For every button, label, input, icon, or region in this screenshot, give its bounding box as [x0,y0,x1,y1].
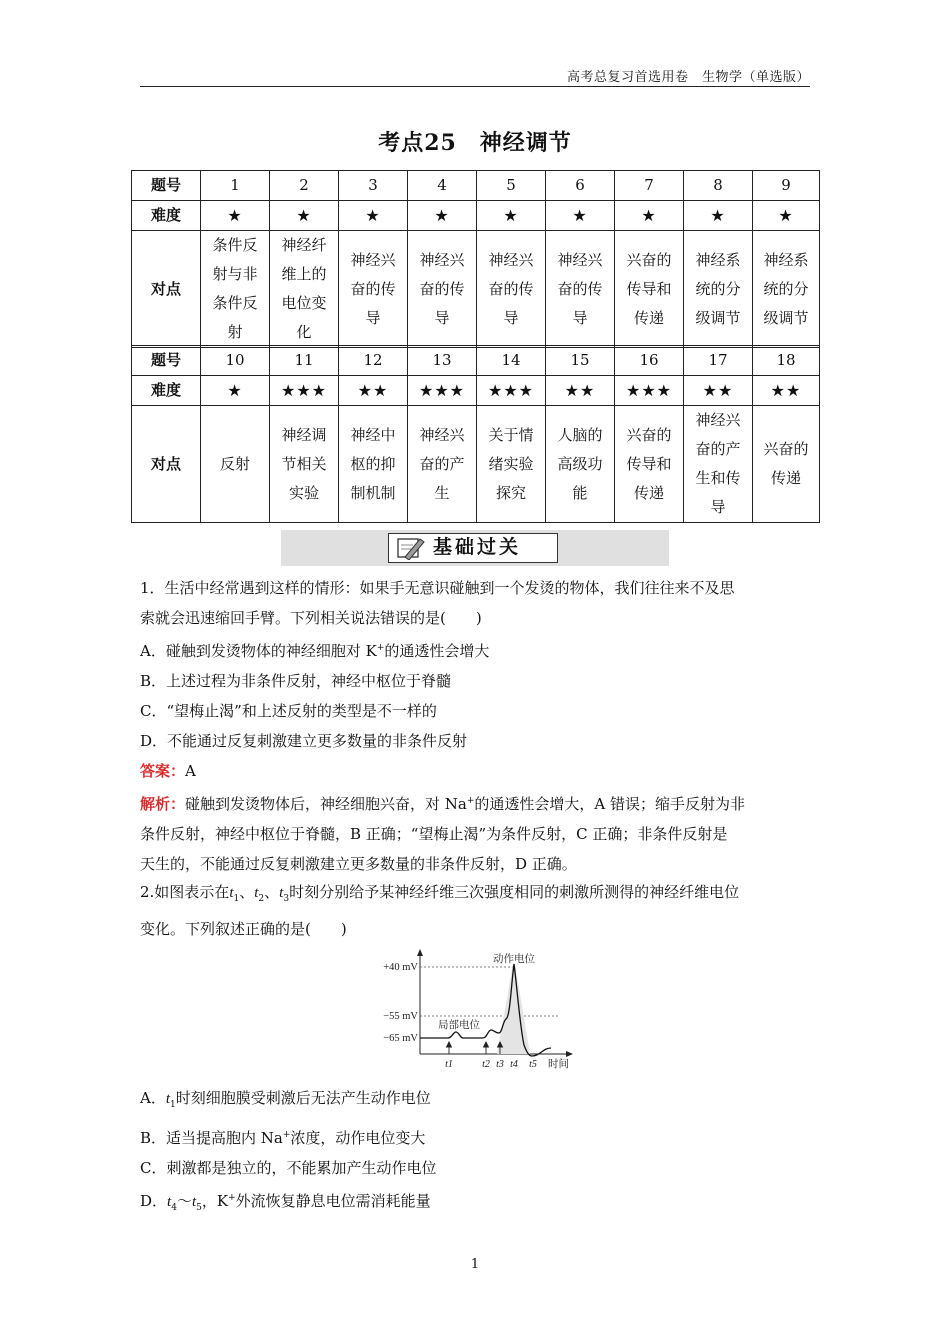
subscript: 5 [196,1203,202,1213]
question-number: 17 [684,346,753,376]
superscript: + [376,643,385,653]
difficulty-stars: ★★ [546,376,615,406]
subscript: 3 [283,894,290,904]
topic-line: 神经系 [695,250,741,269]
topic-line: 奋的传 [350,279,396,298]
topic-line: 传递 [633,308,664,327]
question-number: 9 [753,171,820,201]
difficulty-stars: ★ [684,201,753,231]
running-header: 高考总复习首选用卷 生物学（单选版） [566,70,810,85]
superscript: + [282,1130,291,1140]
topic-line: 关于情 [488,425,534,444]
table-row [132,376,820,406]
y-label-minus65: −65 mV [383,1033,418,1044]
topic-cell [201,231,270,348]
topic-cell [753,231,820,348]
arrowhead [484,1042,489,1047]
q1-explanation-line: 天生的，不能通过反复刺激建立更多数量的非条件反射，D 正确。 [140,855,577,873]
topic-cell [546,231,615,348]
difficulty-stars: ★★★ [270,376,339,406]
topic-cell [615,406,684,523]
row-label: 对点 [132,406,201,523]
topic-line: 人脑的 [557,425,603,444]
q1-option-c: C．“望梅止渴”和上述反射的类型是不一样的 [140,702,437,720]
topic-line: 神经中 [350,425,396,444]
topic-line: 高级功 [557,454,603,473]
tick-label-t2: t2 [482,1059,490,1070]
topic-line: 奋的产 [695,440,741,458]
time-symbol: t [167,1194,172,1210]
topic-line: 生和传 [695,469,741,487]
q2-option-d [140,1183,812,1223]
topic-cell [684,231,753,348]
row-label: 难度 [132,376,201,406]
topic-line: 反射 [219,454,250,473]
text-run: A．碰触到发烫物体的神经细胞对 K [140,642,377,660]
question-number: 14 [477,346,546,376]
difficulty-stars: ★★ [339,376,408,406]
topic-cell [339,231,408,348]
time-symbol: t [165,1091,171,1107]
row-label: 对点 [132,231,201,348]
topic-line: 神经兴 [350,250,396,269]
topic-line: 导 [503,308,519,327]
text-run: 碰触到发烫物体后，神经细胞兴奋，对 Na [185,795,467,813]
topic-line: 导 [434,308,450,327]
question-number: 8 [684,171,753,201]
difficulty-stars: ★★ [753,376,820,406]
answer-label: 答案： [140,762,186,780]
topic-cell [477,231,546,348]
topic-line: 实验 [288,483,319,502]
difficulty-stars: ★★★ [477,376,546,406]
difficulty-stars: ★★★ [408,376,477,406]
topic-cell [477,406,546,523]
topic-line: 传递 [770,469,801,487]
topic-line: 传导和 [626,454,672,473]
topic-cell [270,406,339,523]
difficulty-stars: ★ [201,376,270,406]
text-run: 的通透性会增大 [384,642,490,660]
x-axis-arrow [566,1051,573,1057]
page-title: 考点25 神经调节 [378,130,572,156]
spike-fill [497,964,530,1054]
time-symbol: t [279,885,284,901]
topic-line: 神经系 [763,250,809,269]
topic-line: 统的分 [763,279,809,298]
difficulty-table-1 [131,170,820,348]
question-number: 15 [546,346,615,376]
topic-cell [339,406,408,523]
difficulty-stars: ★ [339,201,408,231]
question-number: 7 [615,171,684,201]
q2-stem-line: 变化。下列叙述正确的是( ) [140,920,347,938]
topic-line: 统的分 [695,279,741,298]
topic-line: 生 [434,483,450,502]
text-run: B．适当提高胞内 Na [140,1129,283,1147]
text-run: 浓度，动作电位变大 [290,1129,426,1147]
table-row [132,406,820,523]
row-label: 难度 [132,201,201,231]
arrowhead [447,1042,452,1047]
table-row [132,231,820,348]
action-potential-label: 动作电位 [493,953,535,965]
question-number: 10 [201,346,270,376]
q2-stem-line [140,877,812,914]
topic-line: 兴奋的 [626,250,672,269]
difficulty-stars: ★ [408,201,477,231]
table-row [132,346,820,376]
topic-cell [201,406,270,523]
difficulty-stars: ★ [201,201,270,231]
topic-line: 导 [572,308,588,327]
text-run: 2.如图表示在 [140,883,230,901]
topic-line: 导 [710,498,726,516]
page-number: 1 [470,1257,480,1272]
banner-box [388,533,558,563]
topic-line: 神经调 [281,425,327,444]
q1-answer [140,756,812,786]
topic-cell [408,231,477,348]
topic-line: 神经兴 [557,250,603,269]
topic-line: 导 [365,308,381,327]
superscript: + [466,796,475,806]
difficulty-stars: ★★ [684,376,753,406]
q1-stem-line: 1．生活中经常遇到这样的情形：如果手无意识碰触到一个发烫的物体，我们往往来不及思 [140,579,735,597]
explanation-label: 解析： [140,795,186,813]
superscript: + [228,1193,236,1203]
action-potential-figure [370,947,585,1075]
topic-line: 化 [296,323,312,341]
topic-cell [615,231,684,348]
topic-line: 电位变 [281,294,327,312]
topic-line: 兴奋的 [763,440,809,458]
q1-option-b: B．上述过程为非条件反射，神经中枢位于脊髓 [140,672,452,690]
topic-line: 传递 [633,483,664,502]
topic-line: 条件反 [212,294,258,312]
row-label: 题号 [132,171,201,201]
topic-line: 条件反 [212,236,258,254]
time-symbol: t [229,885,234,901]
topic-line: 神经兴 [419,425,465,444]
difficulty-stars: ★★★ [615,376,684,406]
topic-cell [753,406,820,523]
local-potential-label: 局部电位 [438,1019,480,1031]
tick-label-t3: t3 [496,1059,504,1070]
question-1 [140,573,812,879]
tick-label-t4: t4 [510,1059,518,1070]
table-row [132,171,820,201]
q1-option-d: D．不能通过反复刺激建立更多数量的非条件反射 [140,732,468,750]
q2-option-b [140,1120,812,1153]
difficulty-stars: ★ [615,201,684,231]
q1-stem-line: 索就会迅速缩回手臂。下列相关说法错误的是( ) [140,609,482,627]
topic-cell [270,231,339,348]
question-number: 12 [339,346,408,376]
header-rule [140,86,810,87]
topic-line: 神经纤 [281,236,327,254]
text-run: 时刻细胞膜受刺激后无法产生动作电位 [175,1089,431,1107]
text-run: ，K [201,1192,229,1210]
question-2-options [140,1083,812,1223]
table-row [132,201,820,231]
topic-line: 奋的传 [419,279,465,298]
subscript: 2 [258,894,265,904]
y-axis-arrow [417,949,423,956]
topic-line: 射 [227,323,243,341]
y-label-plus40: +40 mV [383,962,418,973]
q1-explanation-line [140,786,812,819]
topic-cell [684,406,753,523]
question-number: 3 [339,171,408,201]
y-label-minus55: −55 mV [383,1011,418,1022]
text-run: 、 [264,883,280,901]
question-number: 18 [753,346,820,376]
text-run: 时刻分别给予某神经纤维三次强度相同的刺激所测得的神经纤维电位 [289,883,740,901]
difficulty-stars: ★ [546,201,615,231]
topic-cell [408,406,477,523]
question-number: 11 [270,346,339,376]
difficulty-stars: ★ [270,201,339,231]
question-number: 6 [546,171,615,201]
question-number: 5 [477,171,546,201]
topic-line: 级调节 [763,308,809,327]
section-banner [281,530,669,566]
text-run: 的通透性会增大，A 错误；缩手反射为非 [474,795,746,813]
topic-line: 奋的产 [419,454,465,473]
x-axis-label: 时间 [548,1058,569,1070]
text-run: 外流恢复静息电位需消耗能量 [235,1192,431,1210]
subscript: 1 [233,894,240,904]
question-number: 16 [615,346,684,376]
topic-line: 射与非 [212,265,258,283]
topic-line: 探究 [495,483,526,502]
q1-option-a [140,633,812,666]
q1-explanation-line: 条件反射，神经中枢位于脊髓，B 正确；“望梅止渴”为条件反射，C 正确；非条件反射是 [140,825,728,843]
tick-label-t1: t1 [445,1059,453,1070]
q2-option-a [140,1083,812,1120]
pencil-icon [395,536,425,560]
topic-line: 制机制 [350,483,396,502]
answer-value: A [185,762,196,780]
time-symbol: t [191,1194,197,1210]
text-run: A． [140,1089,166,1107]
question-number: 2 [270,171,339,201]
topic-line: 维上的 [281,265,327,283]
topic-line: 兴奋的 [626,425,672,444]
topic-line: 枢的抑 [350,454,396,473]
tick-label-t5: t5 [529,1059,537,1070]
topic-line: 传导和 [626,279,672,298]
topic-line: 奋的传 [557,279,603,298]
topic-cell [546,406,615,523]
question-2 [140,877,812,944]
topic-line: 神经兴 [419,250,465,269]
topic-line: 神经兴 [488,250,534,269]
question-number: 1 [201,171,270,201]
difficulty-stars: ★ [753,201,820,231]
topic-line: 节相关 [281,454,327,473]
topic-line: 级调节 [695,308,741,327]
difficulty-stars: ★ [477,201,546,231]
question-number: 13 [408,346,477,376]
topic-line: 神经兴 [695,411,741,429]
text-run: ～ [176,1192,192,1210]
stimulus-arrows [447,1042,503,1054]
topic-line: 绪实验 [488,454,534,473]
subscript: 4 [171,1203,177,1213]
q2-option-c: C．刺激都是独立的，不能累加产生动作电位 [140,1159,437,1177]
subscript: 1 [170,1100,176,1110]
text-run: D． [140,1192,168,1210]
text-run: 、 [239,883,255,901]
topic-line: 能 [572,483,588,502]
difficulty-table-2 [131,345,820,523]
topic-line: 奋的传 [488,279,534,298]
time-symbol: t [254,885,259,901]
question-number: 4 [408,171,477,201]
row-label: 题号 [132,346,201,376]
banner-label: 基础过关 [433,536,522,558]
